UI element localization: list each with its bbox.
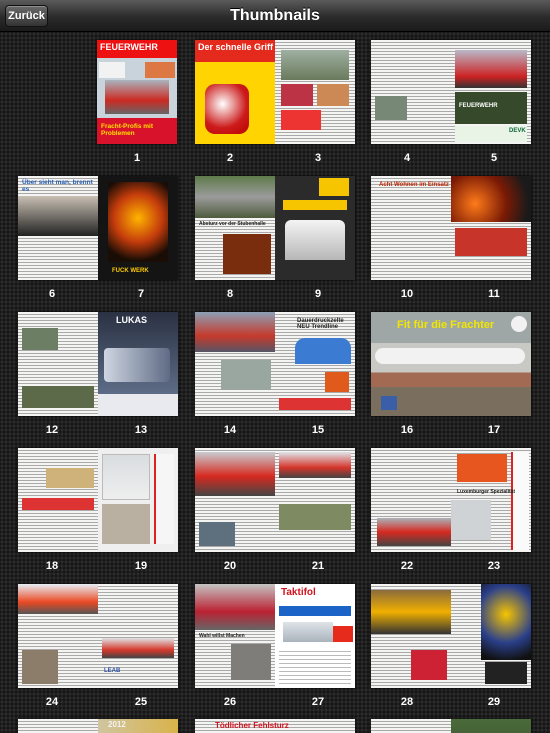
- magazine-logo: FEUERWEHR: [459, 103, 498, 109]
- thumbnail-spread-24-25[interactable]: [18, 584, 178, 688]
- page-number: 12: [45, 424, 59, 436]
- page-number: 9: [314, 288, 322, 300]
- thumbnail-spread-22-23[interactable]: [371, 448, 531, 552]
- thumbnail-spread-6-7[interactable]: [18, 176, 178, 280]
- navigation-bar: [0, 0, 550, 32]
- back-button[interactable]: Zurück: [5, 5, 48, 27]
- aircraft-shape: [375, 348, 525, 364]
- page-number: 10: [400, 288, 414, 300]
- thumbnail-spread-12-13[interactable]: [18, 312, 178, 416]
- cover-masthead: FEUERWEHR: [100, 42, 158, 52]
- thumbnail-spread-4-5[interactable]: [371, 40, 531, 144]
- cover-headline: Fracht-Profis mit Problemen: [101, 123, 154, 137]
- spread-subheadline: 2012: [108, 720, 126, 729]
- thumbnail-spread-28-29[interactable]: [371, 584, 531, 688]
- spread-headline: Über sieht man, brennt es: [22, 179, 93, 193]
- thumbnail-spread-10-11[interactable]: [371, 176, 531, 280]
- thumbnail-spread-18-19[interactable]: [18, 448, 178, 552]
- spread-headline: Taktifol: [281, 587, 316, 598]
- page-number: 7: [137, 288, 145, 300]
- page-number: 11: [488, 288, 500, 300]
- page-number: 16: [400, 424, 414, 436]
- spread-headline: Der schnelle Griff: [198, 42, 274, 52]
- thumbnail-spread-20-21[interactable]: [195, 448, 355, 552]
- thumbnail-spread-30-31[interactable]: [18, 719, 178, 733]
- page-number: 3: [314, 152, 322, 164]
- thumbnail-spread-26-27[interactable]: [195, 584, 355, 688]
- page-number: 18: [45, 560, 59, 572]
- page-number: 14: [223, 424, 237, 436]
- thumbnail-spread-32-33[interactable]: [195, 719, 355, 733]
- thumbnail-page-1[interactable]: [97, 40, 177, 144]
- spread-headline: Dauerdruckzelte NEU Trendline: [297, 318, 344, 330]
- thumbnail-spread-2-3[interactable]: [195, 40, 355, 144]
- thumbnail-grid[interactable]: [0, 32, 550, 733]
- page-number: 13: [134, 424, 148, 436]
- page-number: 25: [134, 696, 148, 708]
- page-number: 1: [133, 152, 141, 164]
- page-number: 27: [311, 696, 325, 708]
- page-number: 15: [311, 424, 325, 436]
- page-number: 20: [223, 560, 237, 572]
- spread-headline: Fit für die Frachter: [397, 319, 495, 331]
- thumbnail-spread-8-9[interactable]: [195, 176, 355, 280]
- thumbnail-spread-14-15[interactable]: [195, 312, 355, 416]
- devk-ad-text: DEVK: [509, 128, 526, 134]
- page-number: 23: [487, 560, 501, 572]
- page-number: 4: [403, 152, 411, 164]
- page-number: 2: [226, 152, 234, 164]
- page-number: 21: [311, 560, 325, 572]
- extinguisher-image: [205, 84, 249, 134]
- page-number: 26: [223, 696, 237, 708]
- page-number: 6: [48, 288, 56, 300]
- thumbnail-spread-34-35[interactable]: [371, 719, 531, 733]
- spread-headline: Acht Wohnen im Einsatz: [379, 182, 449, 188]
- page-number: 29: [487, 696, 501, 708]
- ad-text: FUCK WERK: [112, 268, 149, 274]
- page-number: 28: [400, 696, 414, 708]
- leab-ad-text: LEAB: [104, 668, 121, 674]
- page-number: 17: [487, 424, 501, 436]
- cover-photo: [105, 80, 169, 114]
- thumbnail-spread-16-17[interactable]: [371, 312, 531, 416]
- page-number: 19: [134, 560, 148, 572]
- page-number: 24: [45, 696, 59, 708]
- lukas-ad-text: LUKAS: [116, 315, 147, 325]
- spread-headline: Luxemburger Spezialität: [457, 489, 516, 495]
- page-number: 8: [226, 288, 234, 300]
- spread-headline: Absturz vor der Stubenhalle: [199, 221, 266, 227]
- page-title: Thumbnails: [230, 7, 320, 24]
- spread-subheadline: Wahl willst Machen: [199, 633, 245, 639]
- page-number: 22: [400, 560, 414, 572]
- page-number: 5: [490, 152, 498, 164]
- spread-headline: Tödlicher Fehlsturz: [215, 721, 289, 730]
